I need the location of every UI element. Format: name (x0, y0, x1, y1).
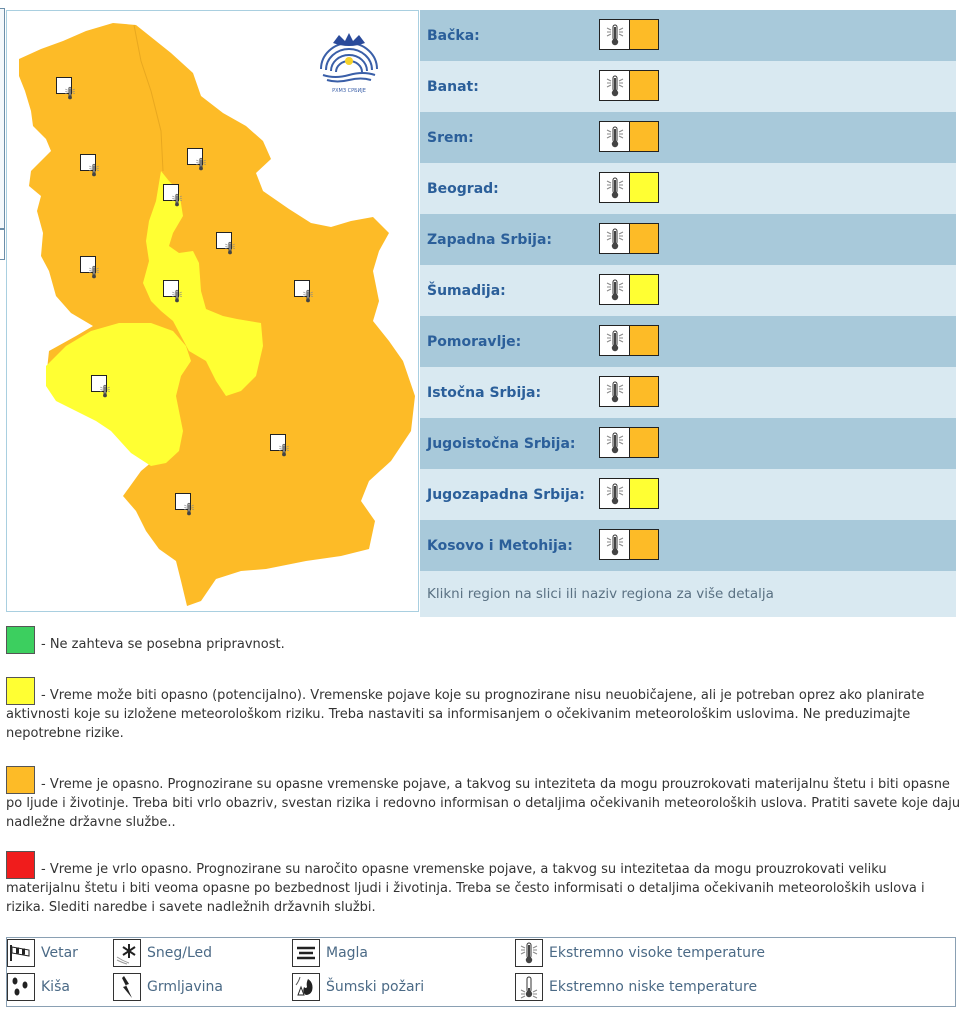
lightning-icon (113, 973, 141, 1001)
legend-orange (6, 766, 964, 832)
icon-legend-label: Magla (326, 945, 369, 961)
region-name-link[interactable]: Beograd: (427, 180, 499, 197)
thermometer-high-icon (600, 428, 630, 457)
warning-indicator[interactable] (599, 19, 659, 50)
warning-level-swatch (630, 20, 658, 49)
thermometer-high-icon (600, 173, 630, 202)
region-row[interactable] (420, 469, 956, 520)
icon-legend-item (515, 973, 757, 1001)
thermometer-high-icon (600, 326, 630, 355)
region-name-link[interactable]: Jugoistočna Srbija: (427, 435, 576, 452)
map-marker-thermometer-icon[interactable] (56, 77, 72, 94)
legend-swatch-green (6, 626, 35, 654)
warning-level-swatch (630, 122, 658, 151)
thermometer-high-icon (600, 275, 630, 304)
icon-legend-item (113, 973, 223, 1001)
icon-legend-label: Kiša (41, 979, 70, 995)
region-name-link[interactable]: Kosovo i Metohija: (427, 537, 573, 554)
legend-text: - Vreme je vrlo opasno. Prognozirane su naročito opasne vremenske pojave, a takvog su intezitetaa da mogu prouzrokovati veliku materijalnu štetu i biti veoma opasne po bezbednost ljudi i životinja. Treba se često informisati o detaljima očekivanih meteoroloških uslova i rizika. Slediti naredbe i savete nadležnih državnih službi. (6, 862, 925, 915)
region-row[interactable] (420, 214, 956, 265)
hint-text: Klikni region na slici ili naziv regiona za više detalja (420, 571, 956, 617)
warning-indicator[interactable] (599, 478, 659, 509)
icon-legend-label: Grmljavina (147, 979, 223, 995)
warning-indicator[interactable] (599, 529, 659, 560)
warning-indicator[interactable] (599, 274, 659, 305)
fog-icon (292, 939, 320, 967)
icon-legend-label: Sneg/Led (147, 945, 213, 961)
legend-text: - Vreme je opasno. Prognozirane su opasne vremenske pojave, a takvog su inteziteta da mogu prouzrokovati materijalnu štetu i biti opasne po ljude i životinje. Treba biti vrlo obazriv, svestan rizika i redovno informisan o detaljima očekivanih meteoroloških uslova. Pratiti savete koje daju nadležne državne službe.. (6, 777, 961, 830)
map-marker-thermometer-icon[interactable] (163, 280, 179, 297)
icon-legend-label: Vetar (41, 945, 78, 961)
icon-legend-label: Ekstremno niske temperature (549, 979, 758, 995)
svg-text:РХМЗ СРБИЈЕ: РХМЗ СРБИЈЕ (332, 88, 366, 94)
warning-level-swatch (630, 479, 658, 508)
region-warning-table (420, 10, 956, 617)
region-name-link[interactable]: Bačka: (427, 27, 480, 44)
warning-indicator[interactable] (599, 376, 659, 407)
icon-legend-item (515, 939, 765, 967)
legend-swatch-orange (6, 766, 35, 794)
warning-level-swatch (630, 275, 658, 304)
legend-yellow (6, 677, 964, 743)
region-name-link[interactable]: Istočna Srbija: (427, 384, 542, 401)
rain-icon (7, 973, 35, 1001)
map-marker-thermometer-icon[interactable] (175, 493, 191, 510)
warning-level-swatch (630, 173, 658, 202)
map-marker-thermometer-icon[interactable] (294, 280, 310, 297)
warning-indicator[interactable] (599, 427, 659, 458)
snowflake-icon (113, 939, 141, 967)
map-marker-thermometer-icon[interactable] (80, 154, 96, 171)
region-row[interactable] (420, 61, 956, 112)
region-name-link[interactable]: Zapadna Srbija: (427, 231, 553, 248)
thermometer-high-icon (600, 224, 630, 253)
icon-legend-label: Šumski požari (326, 979, 425, 995)
warning-indicator[interactable] (599, 223, 659, 254)
map-marker-thermometer-icon[interactable] (91, 375, 107, 392)
region-name-link[interactable]: Srem: (427, 129, 474, 146)
serbia-map-svg (7, 11, 420, 613)
region-row[interactable] (420, 367, 956, 418)
icon-legend-label: Ekstremno visoke temperature (549, 945, 766, 961)
thermometer-high-icon (600, 479, 630, 508)
icon-legend-item (292, 973, 424, 1001)
warning-indicator[interactable] (599, 70, 659, 101)
left-sidebar-edge-2 (0, 228, 5, 260)
forest-fire-icon (292, 973, 320, 1001)
region-name-link[interactable]: Jugozapadna Srbija: (427, 486, 585, 503)
map-marker-thermometer-icon[interactable] (270, 434, 286, 451)
warning-level-swatch (630, 530, 658, 559)
warning-indicator[interactable] (599, 172, 659, 203)
region-name-link[interactable]: Pomoravlje: (427, 333, 522, 350)
icon-legend-item (7, 939, 78, 967)
region-row[interactable] (420, 265, 956, 316)
region-row[interactable] (420, 163, 956, 214)
region-name-link[interactable]: Šumadija: (427, 282, 506, 299)
windsock-icon (7, 939, 35, 967)
warning-indicator[interactable] (599, 325, 659, 356)
warning-level-swatch (630, 71, 658, 100)
legend-green (6, 626, 964, 654)
thermometer-low-icon (515, 973, 543, 1001)
map-marker-thermometer-icon[interactable] (163, 184, 179, 201)
warning-map[interactable] (6, 10, 419, 612)
map-marker-thermometer-icon[interactable] (216, 232, 232, 249)
region-row[interactable] (420, 520, 956, 571)
map-marker-thermometer-icon[interactable] (187, 148, 203, 165)
left-sidebar-edge (0, 8, 5, 230)
legend-swatch-yellow (6, 677, 35, 705)
thermometer-high-icon (600, 530, 630, 559)
warning-level-swatch (630, 326, 658, 355)
thermometer-high-icon (600, 20, 630, 49)
map-marker-thermometer-icon[interactable] (80, 256, 96, 273)
warning-level-swatch (630, 377, 658, 406)
warning-level-swatch (630, 428, 658, 457)
thermometer-high-icon (515, 939, 543, 967)
icon-legend-item (113, 939, 212, 967)
thermometer-high-icon (600, 71, 630, 100)
region-row[interactable] (420, 418, 956, 469)
region-row[interactable] (420, 10, 956, 61)
legend-text: - Vreme može biti opasno (potencijalno). Vremenske pojave koje su prognozirane nisu neuobičajene, ali je potreban oprez ako planirate aktivnosti koje su izložene meteorološkom riziku. Treba nastaviti sa informisanjem o očekivanim meteorološkim uslovima. Ne preduzimajte nepotrebne rizike. (6, 688, 925, 741)
legend-red (6, 851, 964, 917)
region-row[interactable] (420, 316, 956, 367)
icon-legend-item (292, 939, 368, 967)
region-name-link[interactable]: Banat: (427, 78, 479, 95)
thermometer-high-icon (600, 377, 630, 406)
rhmz-logo (315, 29, 383, 95)
icon-legend-item (7, 973, 70, 1001)
legend-swatch-red (6, 851, 35, 879)
legend-text: - Ne zahteva se posebna pripravnost. (41, 637, 285, 652)
warning-level-swatch (630, 224, 658, 253)
thermometer-high-icon (600, 122, 630, 151)
warning-indicator[interactable] (599, 121, 659, 152)
icon-legend (6, 937, 956, 1007)
region-row[interactable] (420, 112, 956, 163)
